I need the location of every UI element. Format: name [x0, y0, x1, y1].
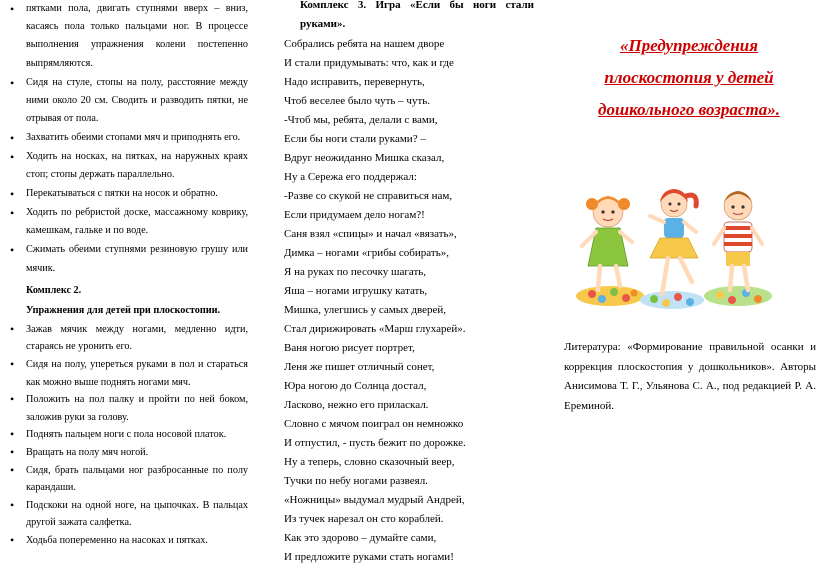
- massage-mat: [576, 286, 644, 306]
- poem-line: И предложите руками стать ногами!: [284, 551, 454, 563]
- list-item: • Поднять пальцем ноги с пола носовой платок.: [10, 426, 248, 444]
- brochure-title: [562, 30, 816, 126]
- poem-line: -Чтоб мы, ребята, делали с вами,: [284, 114, 438, 126]
- poem-line: Яша – ногами игрушку катать,: [284, 285, 428, 297]
- poem-line: Чтоб веселее было чуть – чуть.: [284, 95, 431, 107]
- list-item: • Ходить по ребристой доске, массажному коврику, камешкам, гальке и по воде.: [10, 204, 248, 240]
- list-item: • Вращать на полу мяч ногой.: [10, 444, 248, 462]
- exercise-list-2: [10, 321, 248, 550]
- list-item: • Сидя на стуле, стопы на полу, расстояние между ними около 20 см. Сводить и разводить пятки, не отрывая от пола.: [10, 74, 248, 129]
- column-exercises: [10, 0, 248, 550]
- massage-mat: [704, 286, 772, 306]
- title-line: «Предупреждения: [620, 36, 758, 55]
- complex3-title: Комплекс 3. Игра «Если бы ноги стали руками».: [300, 0, 534, 30]
- complex2-label: Комплекс 2.: [26, 284, 82, 296]
- list-item: • Сжимать обеими ступнями резиновую грушу или мячик.: [10, 241, 248, 277]
- poem-line: Ну а Сережа его поддержал:: [284, 171, 417, 183]
- poem-line: Димка – ногами «грибы собирать»,: [284, 247, 449, 259]
- girl-yellow-skirt: [650, 189, 698, 294]
- complex2-title: Упражнения для детей при плоскостопии.: [26, 304, 221, 316]
- poem-line: Собрались ребята на нашем дворе: [284, 38, 445, 50]
- poem-line: Как это здорово – думайте сами,: [284, 532, 437, 544]
- poem-line: Вдруг неожиданно Мишка сказал,: [284, 152, 445, 164]
- poem-line: Я на руках по песочку шагать,: [284, 266, 427, 278]
- poem-line: Тучки по небу ногами развеял.: [284, 475, 428, 487]
- poem-line: «Ножницы» выдумал мудрый Андрей,: [284, 494, 465, 506]
- poem-line: Словно с мячом поиграл он немножко: [284, 418, 464, 430]
- list-item: • Перекатываться с пятки на носок и обратно.: [10, 185, 248, 203]
- list-item: • Подскоки на одной ноге, на цыпочках. В пальцах другой зажата салфетка.: [10, 497, 248, 532]
- column-poem: [284, 0, 534, 567]
- poem-line: Юра ногою до Солнца достал,: [284, 380, 427, 392]
- children-illustration: [570, 182, 776, 312]
- title-line: плоскостопия у детей: [604, 68, 774, 87]
- poem-line: Ласково, нежно его приласкал.: [284, 399, 429, 411]
- title-line: дошкольного возраста».: [598, 100, 780, 119]
- list-item: • Ходить на носках, на пятках, на наружных краях стоп; стопы держать параллельно.: [10, 148, 248, 184]
- poem-line: Надо исправить, перевернуть,: [284, 76, 425, 88]
- massage-mat: [640, 291, 704, 309]
- literature-reference: Литература: «Формирование правильной осанки и коррекция плоскостопия у дошкольников». Авторы Анисимова Т. Г., Ульянова С. А., под редакцией Р. А. Ереминой.: [564, 341, 816, 412]
- poem-line: И стали придумывать: что, как и где: [284, 57, 454, 69]
- list-item: • Ходьба попеременно на насоках и пятках.: [10, 532, 248, 550]
- poem-line: Если бы ноги стали руками? –: [284, 133, 426, 145]
- poem-line: -Разве со скукой не справиться нам,: [284, 190, 453, 202]
- girl-green-dress: [582, 196, 632, 290]
- poem-line: Из тучек нарезал он сто кораблей.: [284, 513, 444, 525]
- list-item: • Захватить обеими стопами мяч и приподнять его.: [10, 129, 248, 147]
- poem-line: Мишка, улегшись у самых дверей,: [284, 304, 446, 316]
- list-item: • Сидя на полу, упереться руками в пол и стараться как можно выше поднять ногами мяч.: [10, 356, 248, 391]
- poem-line: Ну а теперь, словно сказочный веер,: [284, 456, 455, 468]
- list-item: • Положить на пол палку и пройти по ней боком, заложив руки за голову.: [10, 391, 248, 426]
- list-item: • Сидя, брать пальцами ног разбросанные по полу карандаши.: [10, 462, 248, 497]
- list-item: • пятками пола, двигать ступнями вверх – вниз, касаясь пола только пальцами ног. В процессе выполнения упражнения колени постепенно выпрямляются.: [10, 0, 248, 73]
- boy-striped-shirt: [714, 191, 762, 290]
- poem-line: И отпустил, - пусть бежит по дорожке.: [284, 437, 466, 449]
- poem-line: Если придумаем дело ногам?!: [284, 209, 425, 221]
- list-item: • Зажав мячик между ногами, медленно идти, стараясь не уронить его.: [10, 321, 248, 356]
- poem: [284, 35, 534, 567]
- poem-line: Саня взял «спицы» и начал «вязать»,: [284, 228, 457, 240]
- poem-line: Стал дирижировать «Марш глухарей».: [284, 323, 466, 335]
- poem-line: Ваня ногою рисует портрет,: [284, 342, 415, 354]
- exercise-list-1: [10, 0, 248, 278]
- poem-line: Леня же пишет отличный сонет,: [284, 361, 435, 373]
